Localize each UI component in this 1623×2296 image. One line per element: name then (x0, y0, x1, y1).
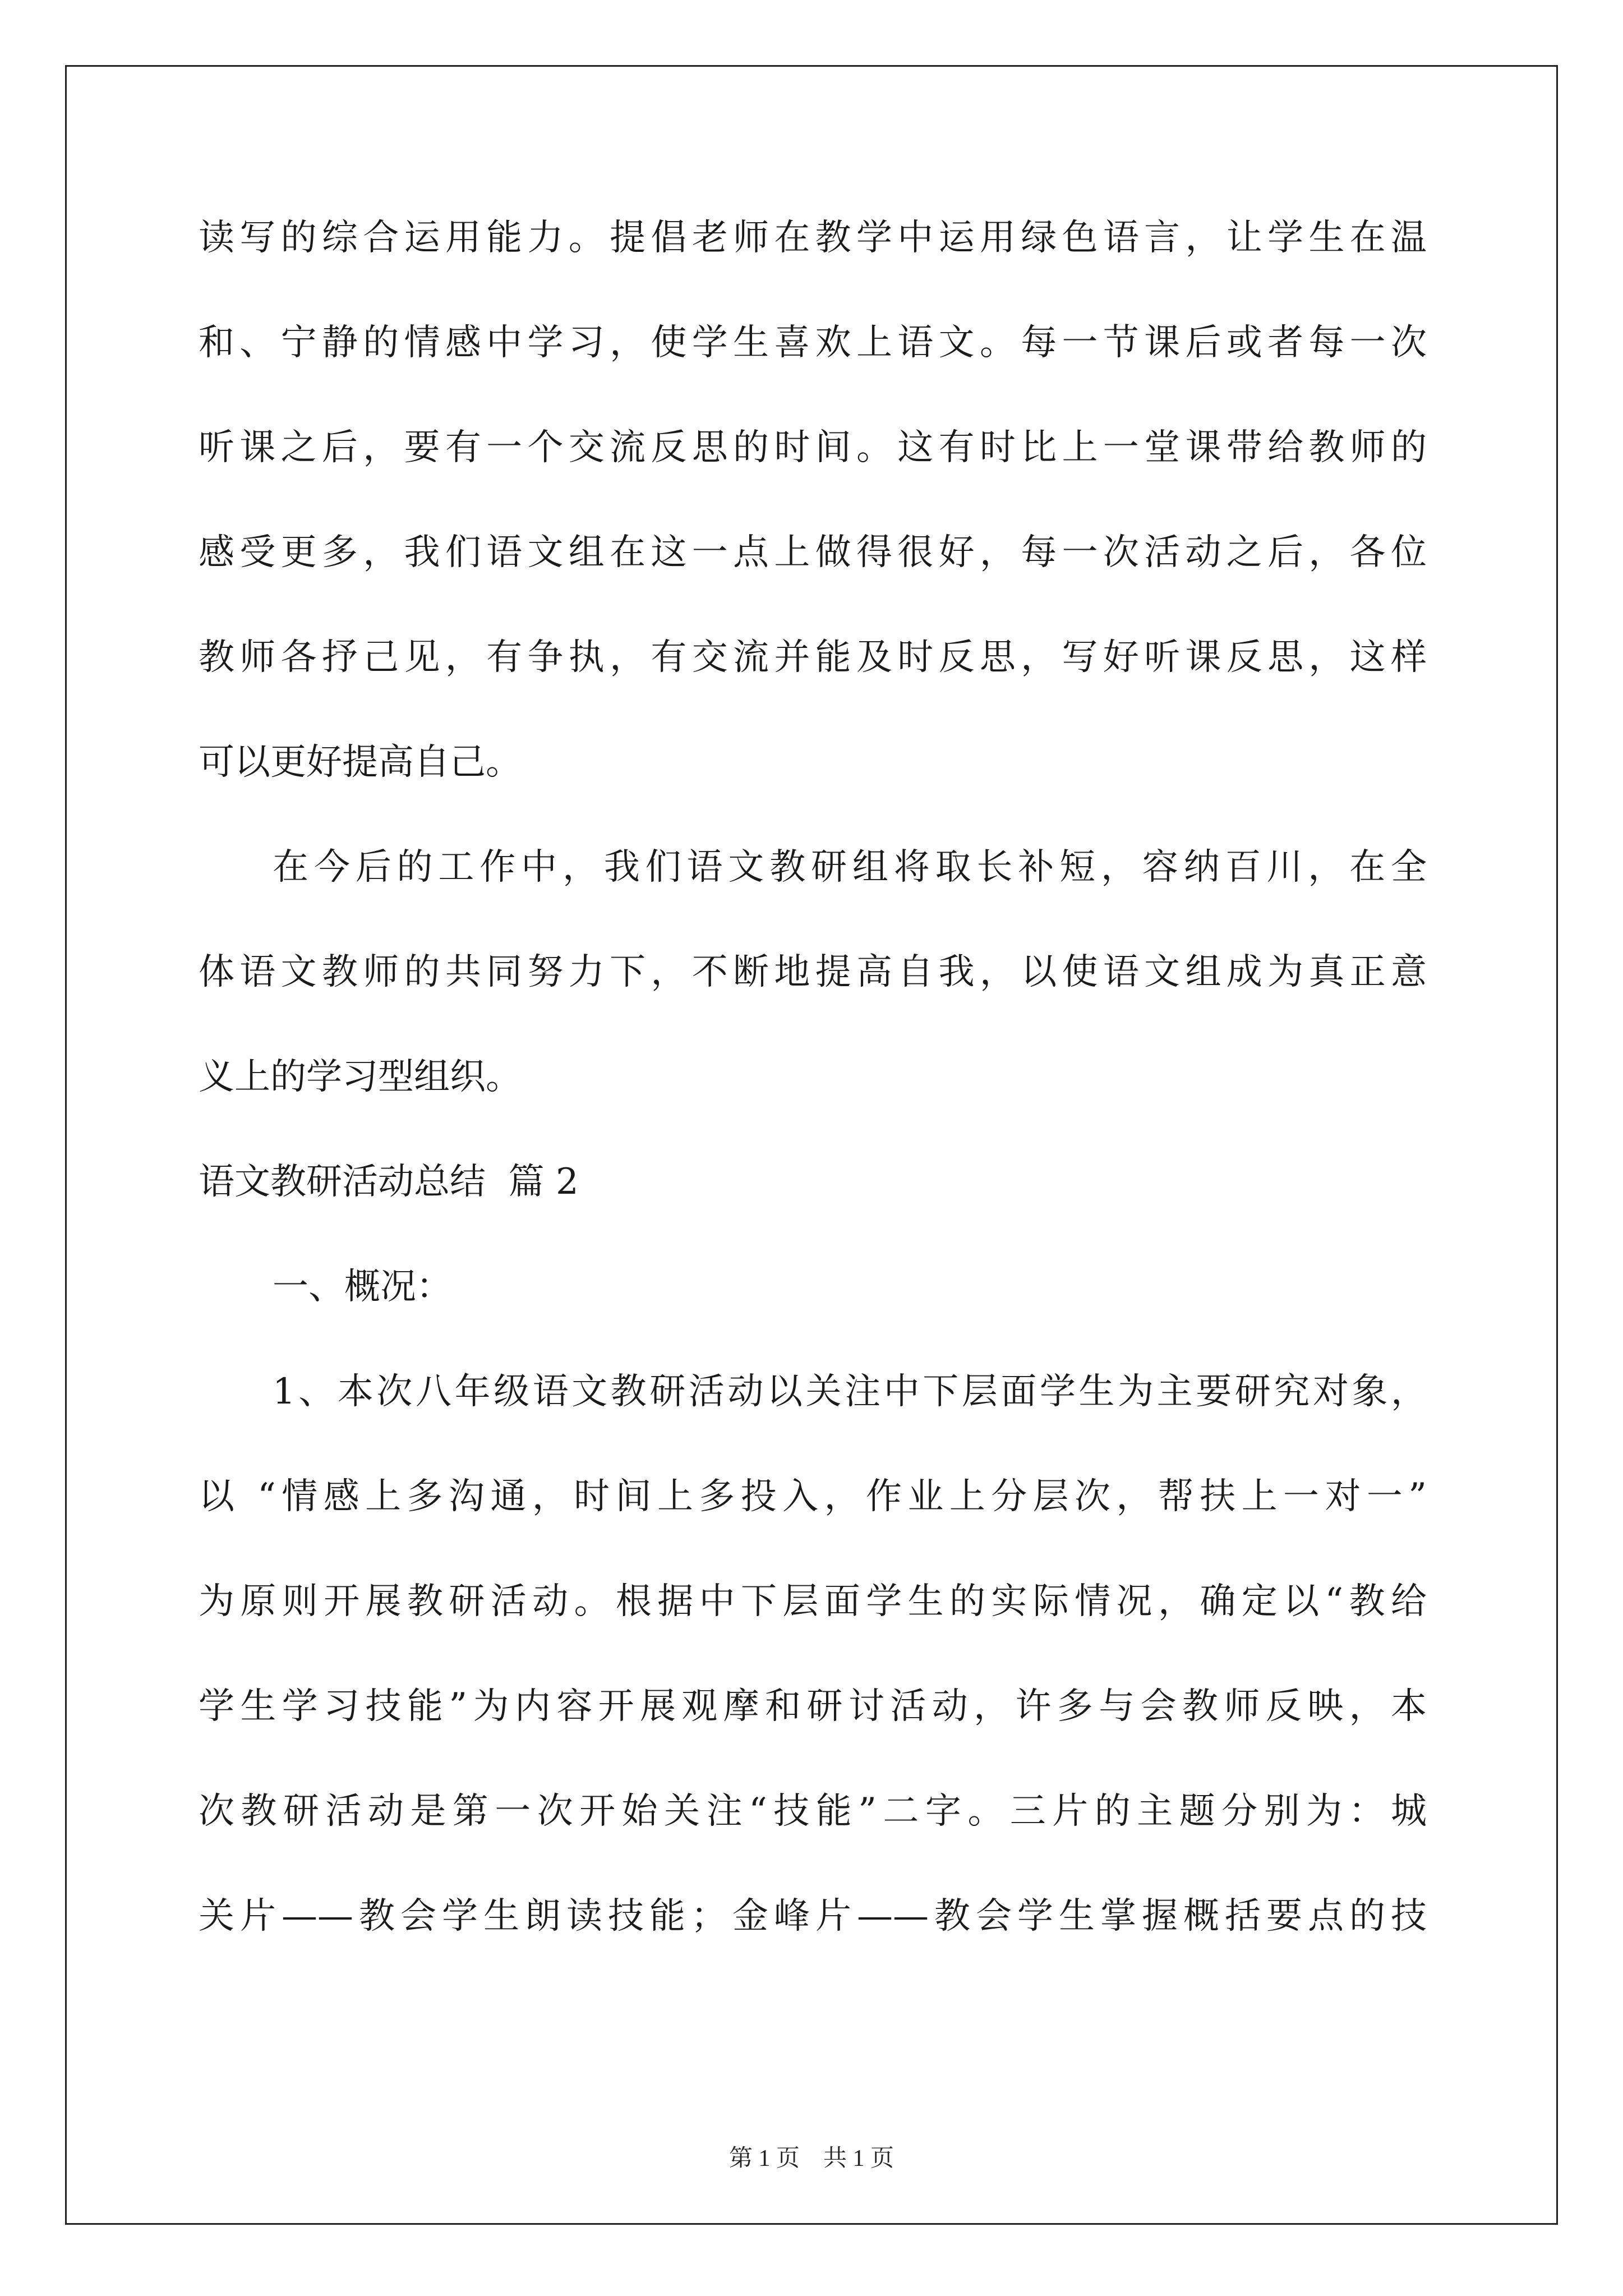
text-line: 以 “情感上多沟通，时间上多投入，作业上分层次，帮扶上一对一” (199, 1476, 1427, 1517)
text-line: 义上的学习型组织。 (199, 1056, 522, 1098)
text-line: 和、宁静的情感中学习，使学生喜欢上语文。每一节课后或者每一次 (199, 322, 1427, 364)
section-heading: 语文教研活动总结 篇 2 (199, 1161, 579, 1203)
text-line: 感受更多，我们语文组在这一点上做得很好，每一次活动之后，各位 (199, 532, 1427, 573)
document-body (199, 218, 1427, 2001)
text-line: 关片——教会学生朗读技能；金峰片——教会学生掌握概括要点的技 (199, 1895, 1427, 1937)
subsection-heading: 一、概况： (273, 1266, 452, 1308)
text-line: 读写的综合运用能力。提倡老师在教学中运用绿色语言，让学生在温 (199, 217, 1427, 259)
text-line: 学生学习技能”为内容开展观摩和研讨活动，许多与会教师反映，本 (199, 1686, 1427, 1727)
text-line: 教师各抒己见，有争执，有交流并能及时反思，写好听课反思，这样 (199, 637, 1427, 678)
text-line: 体语文教师的共同努力下，不断地提高自我，以使语文组成为真正意 (199, 951, 1427, 993)
paragraph-start-line: 在今后的工作中，我们语文教研组将取长补短，容纳百川，在全 (273, 846, 1427, 888)
paragraph-start-line: 1、本次八年级语文教研活动以关注中下层面学生为主要研究对象， (273, 1371, 1427, 1412)
text-line: 为原则开展教研活动。根据中下层面学生的实际情况，确定以“教给 (199, 1581, 1427, 1622)
text-line: 次教研活动是第一次开始关注“技能”二字。三片的主题分别为：城 (199, 1791, 1427, 1832)
text-line: 听课之后，要有一个交流反思的时间。这有时比上一堂课带给教师的 (199, 427, 1427, 468)
page-footer: 第 1 页 共 1 页 (728, 2146, 894, 2171)
text-line: 可以更好提高自己。 (199, 742, 522, 783)
